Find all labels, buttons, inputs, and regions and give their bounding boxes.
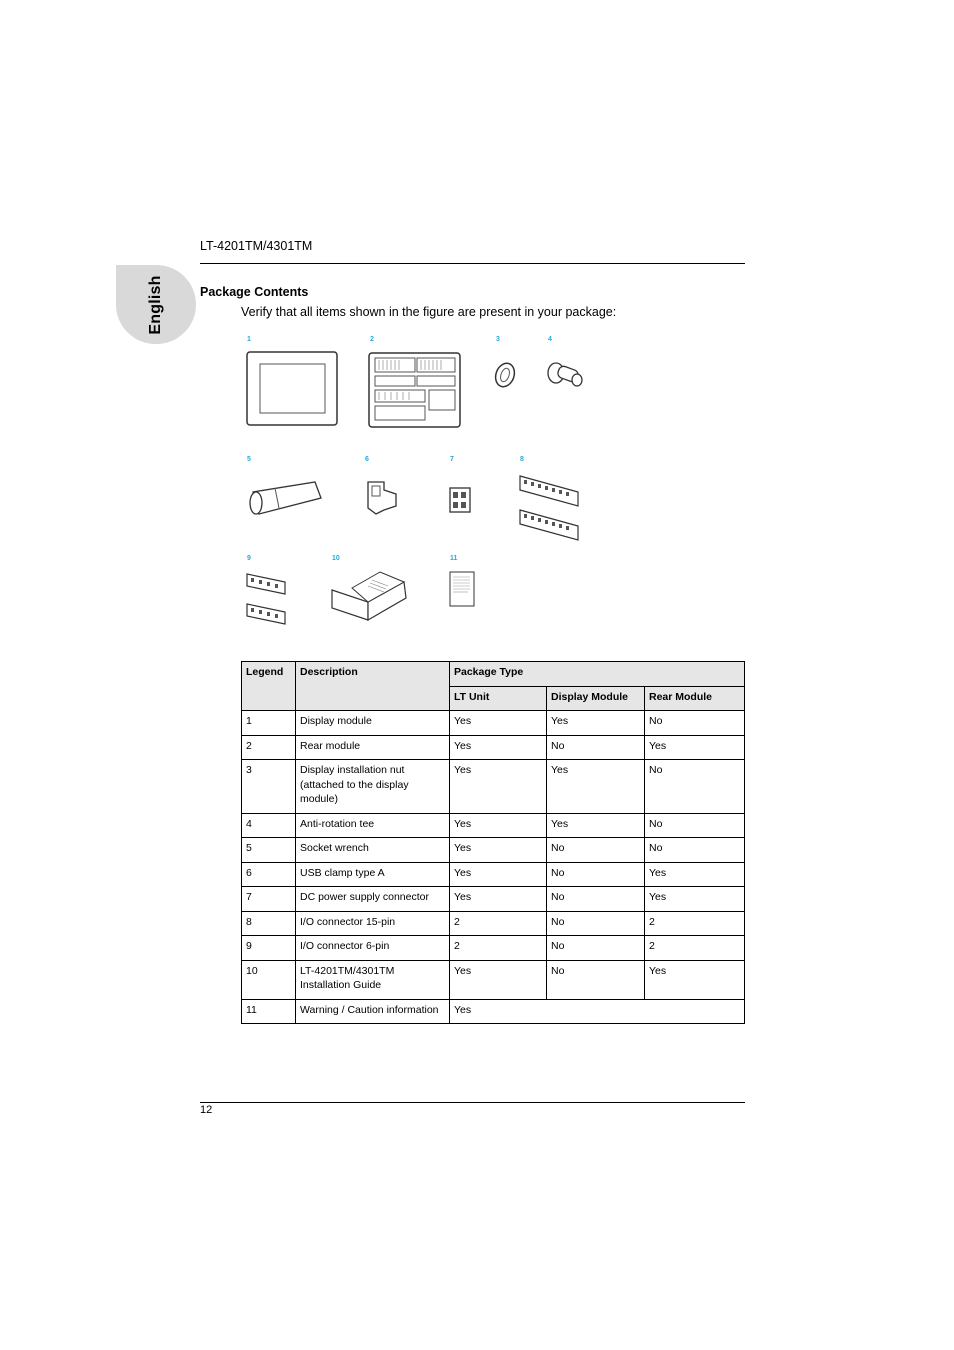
cell-rear-module: No: [645, 711, 745, 736]
figure-number-11: 11: [450, 555, 458, 562]
cell-description: Anti-rotation tee: [296, 813, 450, 838]
cell-display-module: No: [547, 960, 645, 999]
cell-legend: 1: [242, 711, 296, 736]
figure-number-7: 7: [450, 456, 454, 463]
package-contents-table: [241, 661, 745, 1024]
io-connector-6pin-illustration: [245, 570, 289, 628]
dc-power-connector-illustration: [447, 482, 475, 516]
cell-rear-module: No: [645, 838, 745, 863]
table-row: [242, 887, 745, 912]
cell-lt-unit: 2: [450, 911, 547, 936]
socket-wrench-illustration: [245, 480, 325, 520]
package-contents-figure: [240, 330, 600, 630]
cell-display-module: No: [547, 936, 645, 961]
figure-number-4: 4: [548, 336, 552, 343]
table-row: [242, 960, 745, 999]
cell-lt-unit: Yes: [450, 999, 745, 1024]
cell-lt-unit: Yes: [450, 760, 547, 814]
cell-legend: 4: [242, 813, 296, 838]
header-display-module: Display Module: [547, 686, 645, 711]
cell-legend: 5: [242, 838, 296, 863]
cell-display-module: No: [547, 735, 645, 760]
footer-rule: [200, 1102, 745, 1103]
cell-description: LT-4201TM/4301TM Installation Guide: [296, 960, 450, 999]
table-row: [242, 936, 745, 961]
cell-legend: 8: [242, 911, 296, 936]
cell-lt-unit: 2: [450, 936, 547, 961]
cell-legend: 3: [242, 760, 296, 814]
table-row: [242, 735, 745, 760]
cell-description: DC power supply connector: [296, 887, 450, 912]
section-title: Package Contents: [200, 285, 309, 299]
cell-rear-module: 2: [645, 911, 745, 936]
cell-description: Socket wrench: [296, 838, 450, 863]
cell-description: I/O connector 15-pin: [296, 911, 450, 936]
cell-legend: 7: [242, 887, 296, 912]
cell-legend: 10: [242, 960, 296, 999]
cell-description: Rear module: [296, 735, 450, 760]
running-header: LT-4201TM/4301TM: [200, 239, 313, 253]
figure-number-1: 1: [247, 336, 251, 343]
cell-legend: 9: [242, 936, 296, 961]
cell-description: Warning / Caution information: [296, 999, 450, 1024]
table-row: [242, 999, 745, 1024]
cell-rear-module: Yes: [645, 960, 745, 999]
cell-rear-module: Yes: [645, 735, 745, 760]
cell-display-module: Yes: [547, 711, 645, 736]
installation-guide-illustration: [328, 568, 410, 624]
io-connector-15pin-illustration: [518, 470, 584, 546]
cell-description: USB clamp type A: [296, 862, 450, 887]
cell-lt-unit: Yes: [450, 735, 547, 760]
figure-number-10: 10: [332, 555, 340, 562]
cell-legend: 6: [242, 862, 296, 887]
rear-module-illustration: [367, 348, 463, 430]
warning-sheet-illustration: [448, 570, 476, 608]
cell-lt-unit: Yes: [450, 813, 547, 838]
header-rear-module: Rear Module: [645, 686, 745, 711]
cell-rear-module: 2: [645, 936, 745, 961]
header-legend: Legend: [242, 662, 296, 711]
cell-rear-module: No: [645, 813, 745, 838]
installation-nut-illustration: [492, 360, 520, 390]
language-tab: [116, 265, 196, 344]
table-row: [242, 911, 745, 936]
page-number: 12: [200, 1104, 213, 1116]
cell-legend: 11: [242, 999, 296, 1024]
cell-display-module: No: [547, 862, 645, 887]
figure-number-6: 6: [365, 456, 369, 463]
intro-text: Verify that all items shown in the figure are present in your package:: [241, 305, 617, 319]
header-description: Description: [296, 662, 450, 711]
anti-rotation-tee-illustration: [544, 360, 586, 392]
cell-display-module: Yes: [547, 760, 645, 814]
cell-lt-unit: Yes: [450, 887, 547, 912]
cell-display-module: No: [547, 887, 645, 912]
header-rule: [200, 263, 745, 264]
display-module-illustration: [246, 350, 340, 428]
cell-lt-unit: Yes: [450, 838, 547, 863]
cell-display-module: Yes: [547, 813, 645, 838]
figure-number-2: 2: [370, 336, 374, 343]
table-row: [242, 862, 745, 887]
header-lt-unit: LT Unit: [450, 686, 547, 711]
table-row: [242, 711, 745, 736]
cell-display-module: No: [547, 911, 645, 936]
cell-legend: 2: [242, 735, 296, 760]
header-package-type: Package Type: [450, 662, 745, 687]
table-row: [242, 813, 745, 838]
figure-number-8: 8: [520, 456, 524, 463]
cell-description: Display installation nut (attached to the display module): [296, 760, 450, 814]
usb-clamp-illustration: [362, 476, 404, 518]
cell-rear-module: No: [645, 760, 745, 814]
figure-number-3: 3: [496, 336, 500, 343]
table-row: [242, 838, 745, 863]
cell-description: I/O connector 6-pin: [296, 936, 450, 961]
cell-description: Display module: [296, 711, 450, 736]
cell-rear-module: Yes: [645, 862, 745, 887]
cell-lt-unit: Yes: [450, 960, 547, 999]
figure-number-5: 5: [247, 456, 251, 463]
language-tab-label: English: [147, 274, 164, 335]
figure-number-9: 9: [247, 555, 251, 562]
cell-lt-unit: Yes: [450, 862, 547, 887]
cell-rear-module: Yes: [645, 887, 745, 912]
cell-display-module: No: [547, 838, 645, 863]
cell-lt-unit: Yes: [450, 711, 547, 736]
table-row: [242, 760, 745, 814]
